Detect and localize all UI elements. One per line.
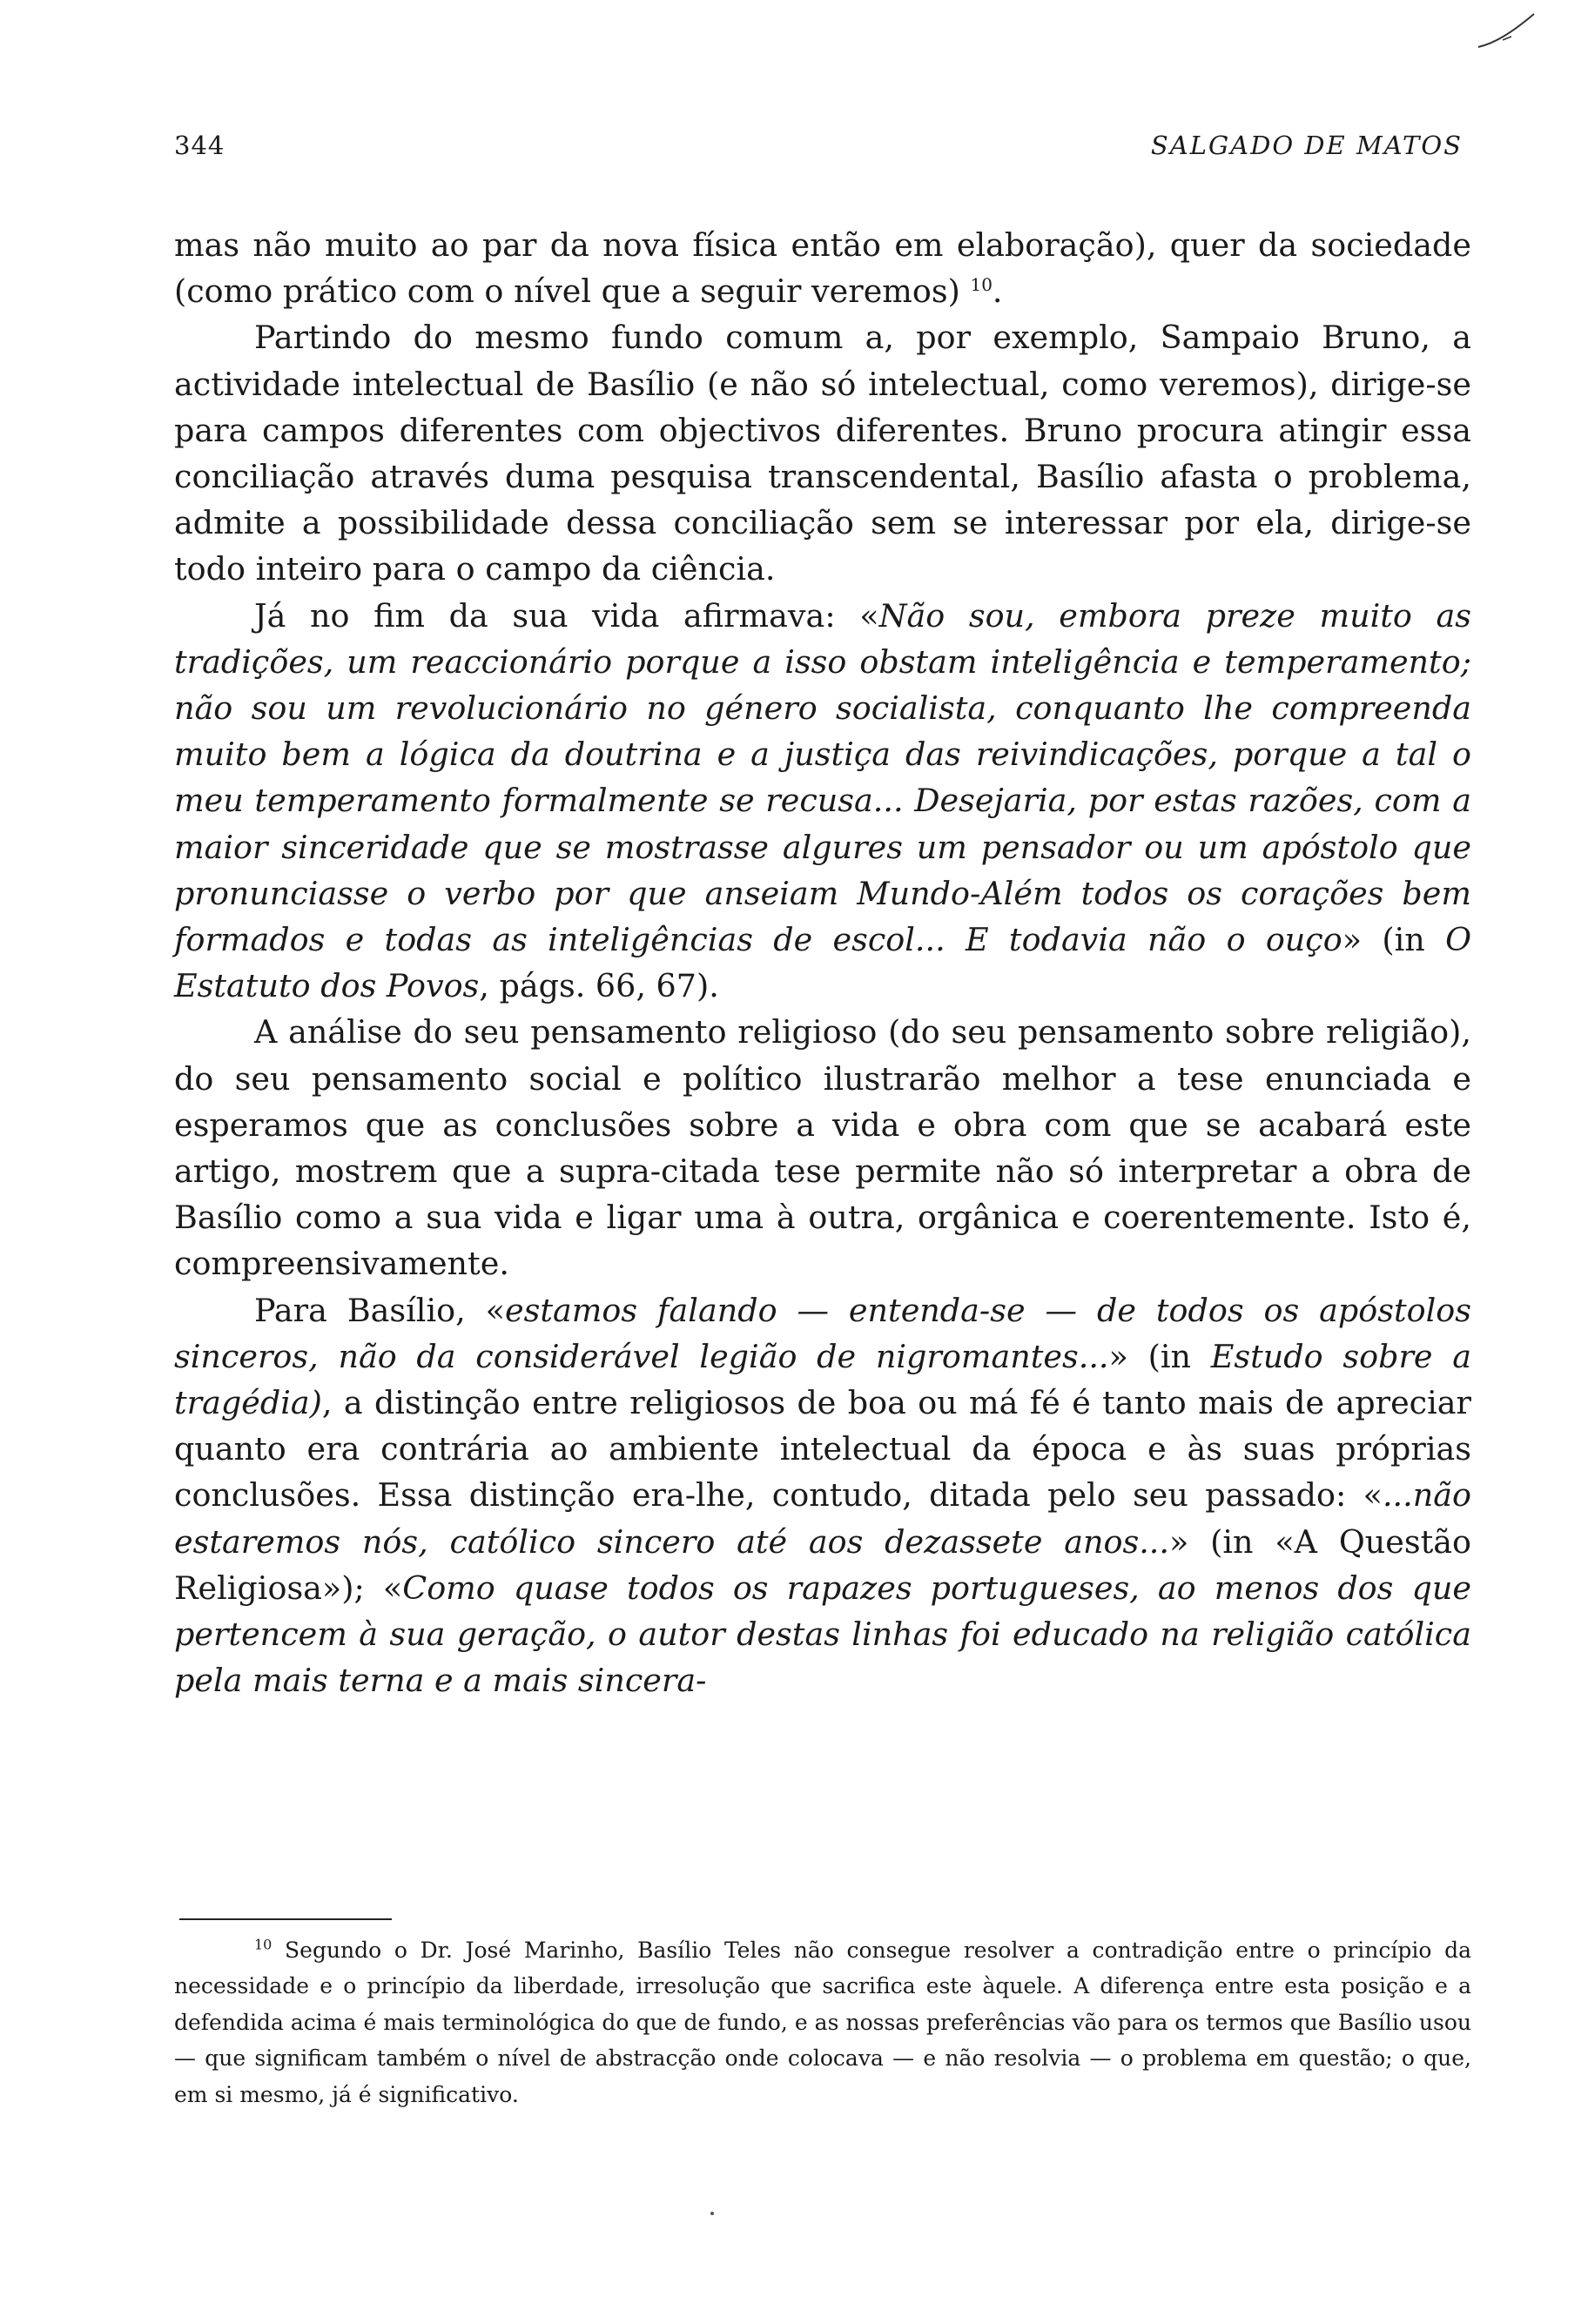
paragraph-4-text: A análise do seu pensamento religioso (do seu pensamento sobre religião), do seu pensamento social e político ilustrarão melhor a tese enunciada e esperamos que as conclusões sobre a vida e obra com que se acabará este artigo, mostrem que a supra-citada tese permite não só interpretar a obra de Basílio como a sua vida e ligar uma à outra, orgânica e coerentemente. Isto é, compreensivamente. [174, 1013, 1471, 1283]
basilio-quote-education: Como quase todos os rapazes portugueses, ao menos dos que pertencem à sua geração, o autor destas linhas foi educado na religião católica pela mais terna e a mais sincera- [174, 1568, 1471, 1700]
paragraph-4 [174, 1009, 1471, 1286]
paragraph-5-mid-1: » (in [1108, 1337, 1211, 1375]
paragraph-3 [174, 593, 1471, 1010]
running-title: SALGADO DE MATOS [1150, 131, 1463, 160]
paragraph-5 [174, 1287, 1471, 1704]
footnote-10 [174, 1932, 1471, 2112]
pen-mark [1477, 9, 1538, 52]
footnotes [174, 1932, 1471, 2112]
footnote-reference[interactable]: 10 [970, 274, 992, 296]
paragraph-1-end: . [992, 272, 1003, 311]
page-number: 344 [174, 131, 225, 160]
paragraph-3-lead: Já no fim da sua vida afirmava: « [254, 596, 879, 635]
paragraph-3-mid: » (in [1342, 921, 1446, 959]
page-header [174, 131, 1463, 172]
footnote-text: Segundo o Dr. José Marinho, Basílio Teles não consegue resolver a contradição entre o princípio da necessidade e o princípio da liberdade, irresolução que sacrifica este àquele. A diferença entre esta posição e a defendida acima é mais terminológica do que de fundo, e as nossas preferências vão para os termos que Basílio usou — que significam também o nível de abstracção onde colocava — e não resolvia — o problema em questão; o que, em si mesmo, já é significativo. [174, 1938, 1471, 2107]
paragraph-2-text: Partindo do mesmo fundo comum a, por exemplo, Sampaio Bruno, a actividade intelectual de Basílio (e não só intelectual, como veremos), dirige-se para campos diferentes com objectivos diferentes. Bruno procura atingir essa conciliação através duma pesquisa transcendental, Basílio afasta o problema, admite a possibilidade dessa conciliação sem se interessar por ela, dirige-se todo inteiro para o campo da ciência. [174, 319, 1471, 588]
paragraph-5-mid-3: » (in «A Questão Religiosa»); « [174, 1522, 1471, 1607]
body-text [174, 222, 1471, 1704]
paragraph-1-text: mas não muito ao par da nova física então em elaboração), quer da sociedade (como prático com o nível que a seguir veremos) [174, 226, 1471, 311]
work-title-estatuto: O Estatuto dos Povos [174, 921, 1471, 1005]
paragraph-3-end: , págs. 66, 67). [479, 967, 719, 1005]
paragraph-5-lead: Para Basílio, « [254, 1291, 505, 1329]
work-title-tragedia: Estudo sobre a tragédia) [174, 1337, 1471, 1422]
print-speck [710, 2212, 714, 2215]
paragraph-2 [174, 314, 1471, 592]
footnote-number: 10 [254, 1936, 273, 1953]
footnote-divider [179, 1918, 392, 1920]
basilio-quote-catholic: ...não estaremos nós, católico sincero até aos dezassete anos... [174, 1476, 1471, 1561]
basilio-quote-apostles: estamos falando — entenda-se — de todos os apóstolos sinceros, não da considerável legião de nigromantes... [174, 1291, 1471, 1375]
paragraph-5-mid-2: , a distinção entre religiosos de boa ou má fé é tanto mais de apreciar quanto era contrária ao ambiente intelectual da época e às suas próprias conclusões. Essa distinção era-lhe, contudo, ditada pelo seu passado: « [174, 1384, 1471, 1515]
paragraph-1 [174, 222, 1471, 314]
basilio-quote-statute: Não sou, embora preze muito as tradições, um reaccionário porque a isso obstam inteligência e temperamento; não sou um revolucionário no género socialista, conquanto lhe compreenda muito bem a lógica da doutrina e a justiça das reivindicações, porque a tal o meu temperamento formalmente se recusa... Desejaria, por estas razões, com a maior sinceridade que se mostrasse algures um pensador ou um apóstolo que pronunciasse o verbo por que anseiam Mundo-Além todos os corações bem formados e todas as inteligências de escol... E todavia não o ouço [174, 596, 1472, 959]
